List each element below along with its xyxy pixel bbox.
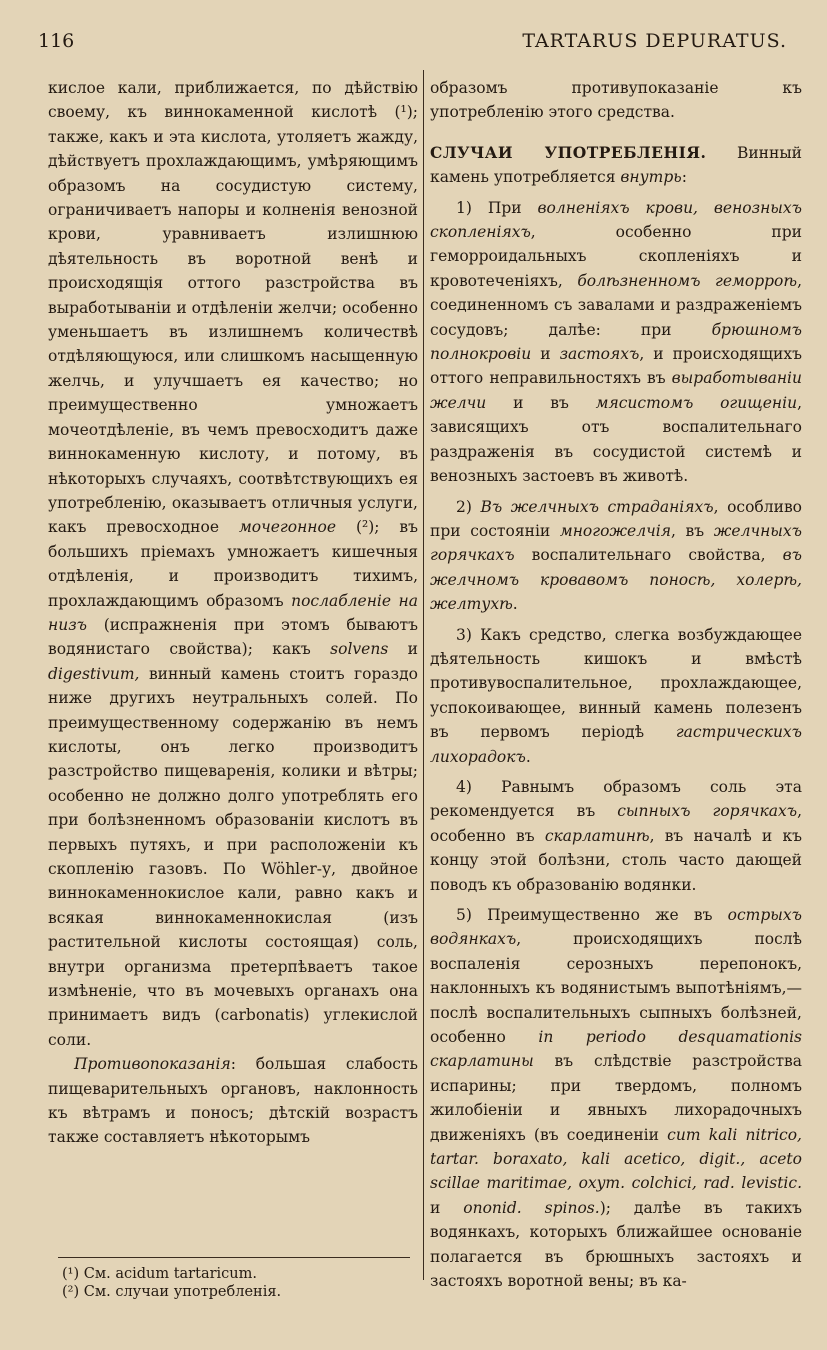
- footnote-2: (²) См. случаи употребленія.: [62, 1284, 282, 1300]
- page-number: 116: [38, 30, 75, 52]
- contraindications-paragraph: Противопоказанія: большая слабость пищеварительныхъ органовъ, наклонность къ вѣтрамъ и поносъ; дѣтскій возрастъ также составляетъ нѣкоторымъ: [48, 1055, 418, 1147]
- running-title: TARTARUS DEPURATUS.: [522, 30, 787, 52]
- footnote-1: (¹) См. acidum tartaricum.: [62, 1266, 257, 1282]
- right-column: [430, 76, 802, 1294]
- page-header: [38, 30, 797, 58]
- list-item-1: 1) При волненіяхъ крови, венозныхъ скопленіяхъ, особенно при геморроидальныхъ скопленіяхъ и кровотеченіяхъ, болѣзненномъ геморроѣ, соединенномъ съ завалами и раздраженіемъ сосудовъ; далѣе: при брюшномъ полнокровіи и застояхъ, и происходящихъ оттого неправильностяхъ въ выработываніи желчи и въ мясистомъ огищеніи, зависящихъ отъ воспалительнаго раздраженія въ сосудистой системѣ и венозныхъ застоевъ въ животѣ.: [430, 198, 802, 486]
- column-divider: [423, 70, 424, 1280]
- list-item-5: 5) Преимущественно же въ острыхъ водянкахъ, происходящихъ послѣ воспаленія серозныхъ перепонокъ, наклонныхъ къ водянистымъ выпотѣніямъ,— послѣ воспалительныхъ сыпныхъ болѣзней, особенно in periodo desquamationis скарлатины въ слѣдствіе разстройства испарины; при твердомъ, полномъ жилобіеніи и явныхъ лихорадочныхъ движеніяхъ (въ соединеніи cum kali nitrico, tartar. boraxato, kali acetico, digit., aceto scillae maritimae, oxym. colchici, rad. levistic. и ononid. spinos.); далѣе въ такихъ водянкахъ, которыхъ ближайшее основаніе полагается въ брюшныхъ застояхъ и застояхъ воротной вены; въ ка-: [430, 906, 802, 1291]
- left-column: [48, 76, 418, 1150]
- right-continuation: образомъ противупоказаніе къ употребленію этого средства.: [430, 79, 802, 122]
- footnotes: [62, 1265, 281, 1301]
- list-item-3: 3) Какъ средство, слегка возбуждающее дѣятельность кишокъ и вмѣстѣ противувоспалительное, прохлаждающее, успокоивающее, винный камень полезенъ въ первомъ періодѣ гастрическихъ лихорадокъ.: [430, 625, 802, 766]
- section-heading: СЛУЧАИ УПОТРЕБЛЕНІЯ.: [430, 142, 707, 162]
- list-item-4: 4) Равнымъ образомъ соль эта рекомендуется въ сыпныхъ горячкахъ, особенно въ скарлатинѣ, въ началѣ и къ концу этой болѣзни, столь часто дающей поводъ къ образованію водянки.: [430, 777, 802, 894]
- left-paragraph-1: кислое кали, приближается, по дѣйствію своему, къ виннокаменной кислотѣ (¹); также, какъ и эта кислота, утоляетъ жажду, дѣйствуетъ прохлаждающимъ, умѣряющимъ образомъ на сосудистую систему, ограничиваетъ напоры и колненія венозной крови, уравниваетъ излишнюю дѣятельность въ воротной венѣ и происходящія оттого разстройства въ выработываніи и отдѣленіи желчи; особенно уменьшаетъ въ излишнемъ количествѣ отдѣляющуюся, или слишкомъ насыщенную желчь, и улучшаетъ ея качество; но преимущественно умножаетъ мочеотдѣленіе, въ чемъ превосходитъ даже виннокаменную кислоту, и потому, въ нѣкоторыхъ случаяхъ, соотвѣтствующихъ ея употребленію, оказываетъ отличныя услуги, какъ превосходное мочегонное (²); въ большихъ пріемахъ умножаетъ кишечныя отдѣленія, и производитъ тихимъ, прохлаждающимъ образомъ послабленіе на низъ (испражненія при этомъ бываютъ водянистаго свойства); какъ solvens и digestivum, винный камень стоитъ гораздо ниже другихъ неутральныхъ солей. По преимущественному содержанію въ немъ кислоты, онъ легко производитъ разстройство пищеваренія, колики и вѣтры; особенно не должно долго употреблять его при болѣзненномъ образованіи кислотъ въ первыхъ путяхъ, и при расположеніи къ скопленію газовъ. По Wöhler-у, двойное виннокаменнокислое кали, равно какъ и всякая виннокаменнокислая (изъ растительной кислоты состоящая) соль, внутри организма претерпѣваетъ такое измѣненіе, что въ мочевыхъ органахъ она принимаетъ видъ (carbonatis) углекислой соли.: [48, 79, 419, 1049]
- footnote-rule: [58, 1257, 410, 1258]
- section-heading-paragraph: СЛУЧАИ УПОТРЕБЛЕНІЯ. Винный камень употребляется внутрь:: [430, 142, 802, 187]
- list-item-2: 2) Въ желчныхъ страданіяхъ, особливо при состояніи многожелчія, въ желчныхъ горячкахъ воспалительнаго свойства, въ желчномъ кровавомъ поносѣ, холерѣ, желтухѣ.: [430, 497, 802, 614]
